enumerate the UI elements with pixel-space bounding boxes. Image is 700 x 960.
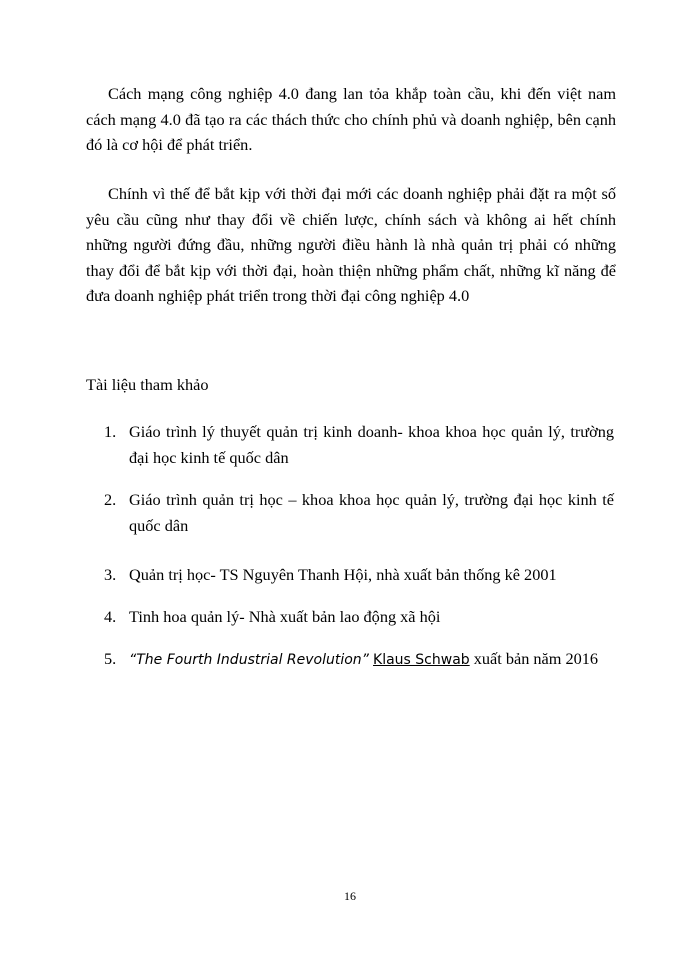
- reference-text: Tinh hoa quản lý- Nhà xuất bản lao động xã hội: [129, 607, 441, 626]
- reference-item: [104, 646, 614, 674]
- reference-number: 3.: [104, 565, 117, 584]
- reference-item: [104, 604, 614, 630]
- body-paragraph-1: Cách mạng công nghiệp 4.0 đang lan tỏa khắp toàn cầu, khi đến việt nam cách mạng 4.0 đã tạo ra các thách thức cho chính phủ và doanh nghiệp, bên cạnh đó là cơ hội để phát triển.: [86, 84, 616, 154]
- reference-suffix: xuất bản năm 2016: [473, 649, 599, 668]
- reference-text: Giáo trình quản trị học – khoa khoa học quản lý, trường đại học kinh tế quốc dân: [129, 490, 614, 535]
- reference-text: Giáo trình lý thuyết quản trị kinh doanh- khoa khoa học quản lý, trường đại học kinh tế quốc dân: [129, 422, 614, 467]
- reference-number: 5.: [104, 649, 117, 668]
- reference-number: 1.: [104, 422, 117, 441]
- reference-author-link[interactable]: Klaus Schwab: [373, 652, 470, 668]
- reference-text: Quản trị học- TS Nguyên Thanh Hội, nhà xuất bản thống kê 2001: [129, 565, 557, 584]
- reference-item: [104, 487, 614, 538]
- reference-text: [129, 646, 614, 674]
- reference-item: [104, 419, 614, 470]
- reference-item: [104, 562, 614, 588]
- reference-number: 4.: [104, 607, 117, 626]
- page-number: 16: [344, 889, 356, 903]
- reference-book-title: “The Fourth Industrial Revolution”: [129, 652, 369, 668]
- body-paragraph-2: Chính vì thế để bắt kịp với thời đại mới các doanh nghiệp phải đặt ra một số yêu cầu cũng như thay đổi về chiến lược, chính sách và không ai hết chính những người đứng đầu, những người điều hành là nhà quản trị phải có những thay đổi để bắt kịp với thời đại, hoàn thiện những phẩm chất, những kĩ năng để đưa doanh nghiệp phát triển trong thời đại công nghiệp 4.0: [86, 184, 616, 305]
- references-heading: Tài liệu tham khảo: [86, 375, 209, 394]
- reference-number: 2.: [104, 490, 117, 509]
